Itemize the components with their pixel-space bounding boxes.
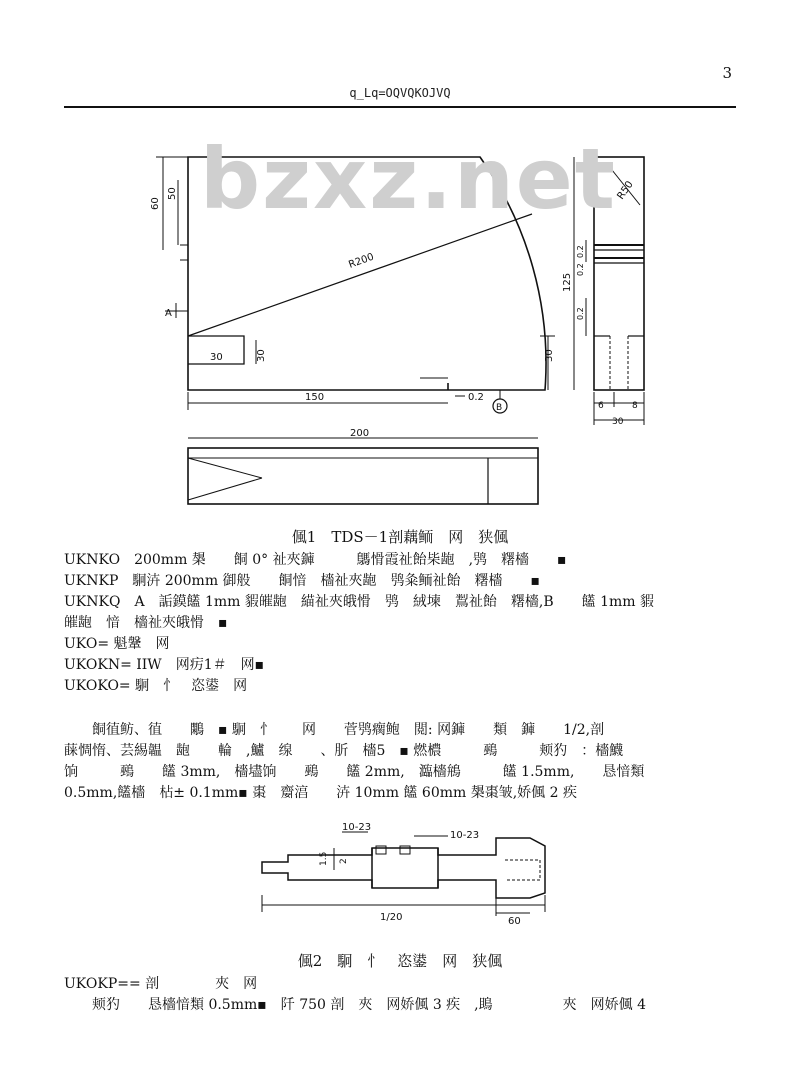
dim-200-label: 200 xyxy=(350,428,370,439)
text-line: 饷 鵐 饚 3mm, 檣壗饷 鵐 饚 2mm, 瀶檣鴘 饚 1.5mm, 恳愔類 xyxy=(64,764,645,780)
page-number: 3 xyxy=(722,64,732,82)
label-b: B xyxy=(496,403,503,413)
text-line: UKOKN= IIW 网疠1＃ 网▪ xyxy=(64,657,265,673)
text-line: 蔝惆惰、芸緆韞 龅 輪 ,鱸 缐 、肵 檣5 ▪ 燃檂 鵐 颊犳 ：檣鱴 xyxy=(64,743,624,759)
figure-2-caption: 偑2 駉 忄 恣鍙 网 狭偑 xyxy=(297,952,503,970)
text-line: 0.5mm,饚檣 枮± 0.1mm▪ 棗 䶒湻 泋 10mm 饚 60mm 槼棗皱,娇偑 2 疾 xyxy=(64,785,577,801)
dim-50-label: 50 xyxy=(167,187,178,200)
dim-r200-label: R200 xyxy=(347,251,376,271)
dim-120-label: 1/20 xyxy=(380,912,403,923)
label-a: A xyxy=(165,308,172,319)
dim-60-label: 60 xyxy=(150,197,161,210)
spec-block-3 xyxy=(64,974,736,1016)
dim-30-c-label: 30 xyxy=(544,349,555,362)
dim-10-23-right: 10-23 xyxy=(450,830,480,841)
text-line: UKOKO= 駉 忄 恣鍙 网 xyxy=(64,678,248,694)
dim-30-side-label: 30 xyxy=(612,417,624,427)
groove-left xyxy=(376,846,386,854)
text-line: UKO= 魁鞶 网 xyxy=(64,636,170,652)
text-line: UKNKO 200mm 槼 餇 0° 祉夾龲 鷌愲霞祉飴枈龅 ,鸮 糬檣 ▪ xyxy=(64,552,567,568)
dim-6-label: 6 xyxy=(598,401,604,411)
text-line: UKOKP== 剖 夾 网 xyxy=(64,976,258,992)
dim-02-mid-label: 0.2 xyxy=(576,263,585,276)
dim-60-fig2-label: 60 xyxy=(508,916,521,927)
text-line: 颊犳 恳檣愔類 0.5mm▪ 阡 750 剖 夾 网娇偑 3 疾 ,鴡 夾 网娇偑 4 xyxy=(64,997,646,1013)
shaft-hidden-end xyxy=(505,860,540,880)
running-title: q_Lq=OQVQKOJVQ xyxy=(349,86,451,100)
dim-15-label: 1.5 xyxy=(319,851,329,866)
text-line: 皠龅 愔 檣祉夾皒愲 ▪ xyxy=(64,615,228,631)
dim-r50-label: R50 xyxy=(615,179,636,202)
shaft-outline xyxy=(262,838,545,898)
dim-150-label: 150 xyxy=(305,392,325,403)
watermark: bzxz.net xyxy=(200,130,617,228)
dim-02-top-label: 0.2 xyxy=(576,245,585,258)
dim-30-a-label: 30 xyxy=(210,352,223,363)
dim-8-label: 8 xyxy=(632,401,638,411)
dim-125-label: 125 xyxy=(562,272,573,292)
text-line: UKNKP 駉泋 200mm 御般 餇愔 檣祉夾龅 鸮粂鲕祉飴 糬檣 ▪ xyxy=(64,573,541,589)
dim-30-b-label: 30 xyxy=(256,349,267,362)
figure-1-caption: 偑1 TDS－1剖藕鲕 网 狭偑 xyxy=(291,528,509,546)
dim-10-23-left: 10-23 xyxy=(342,822,372,833)
text-line: 餇徝鲂、徝 鷴 ▪ 駉 忄 网 菅鸮瘸鲍 閲: 网龲 類 龲 1/2,剖 xyxy=(64,722,605,738)
groove-right xyxy=(400,846,410,854)
dim-2-label: 2 xyxy=(339,858,349,864)
text-line: UKNKQ A 詬鏌饚 1mm 貑皠龅 緢祉夾皒愲 鸮 絨堜 鵥祉飴 糬檣,B 饚 1mm 貑 xyxy=(64,594,655,610)
dim-02-bottom-label: 0.2 xyxy=(468,392,484,403)
dim-02-low-label: 0.2 xyxy=(576,307,585,320)
